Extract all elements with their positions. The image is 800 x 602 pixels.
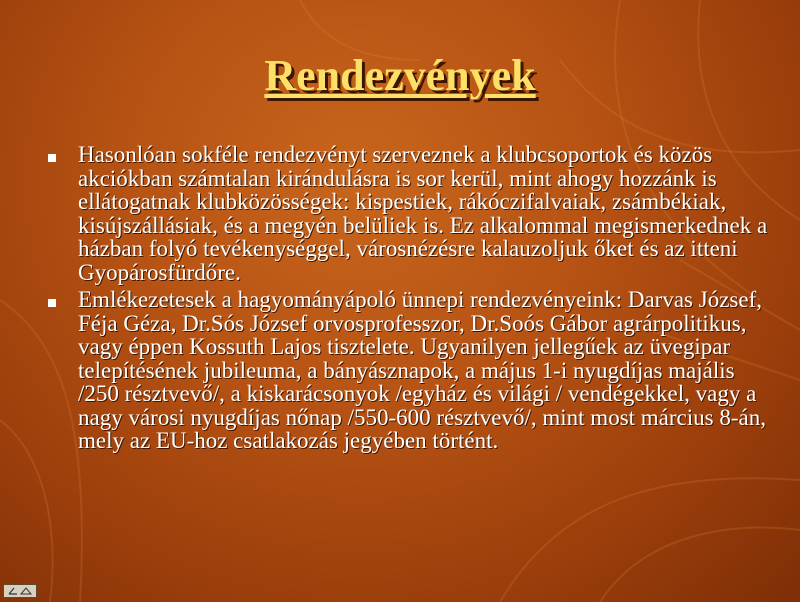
bullet-text: Emlékezetesek a hagyományápoló ünnepi rendezvényeink: Darvas József, Féja Géza, Dr.Sós József orvosprofesszor, Dr.Soós Gábor agrárpolitikus, vagy éppen Kossuth Lajos tisztelete. Ugyanilyen jellegűek az üvegipar telepítésének jubileuma, a bányásznapok, a május 1-i nyugdíjas majális /250 résztvevő/, a kiskarácsonyok /egyház és világi / vendégekkel, vagy a nagy városi nyugdíjas nőnap /550-600 résztvevő/, mint most március 8-án, mely az EU-hoz csatlakozás jegyében történt. [78,287,766,453]
slide-navigation-icon [6,586,34,596]
slide-title: Rendezvények [264,51,536,100]
square-bullet-icon [48,299,56,307]
square-bullet-icon [48,154,56,162]
slide-navigation-button[interactable] [3,584,37,598]
bullet-item [40,288,770,453]
bullet-item [40,143,770,284]
bullet-list [40,143,770,453]
bullet-text: Hasonlóan sokféle rendezvényt szerveznek a klubcsoportok és közös akciókban számtalan kirándulásra is sor kerül, mint ahogy hozzánk is ellátogatnak klubközösségek: kispestiek, rákóczifalvaiak, zsámbékiak, kisújszállásiak, és a megyén belüliek is. Ez alkalommal megismerkednek a házban folyó tevékenységgel, városnézésre kalauzoljuk őket és az itteni Gyopárosfürdőre. [78,142,768,285]
